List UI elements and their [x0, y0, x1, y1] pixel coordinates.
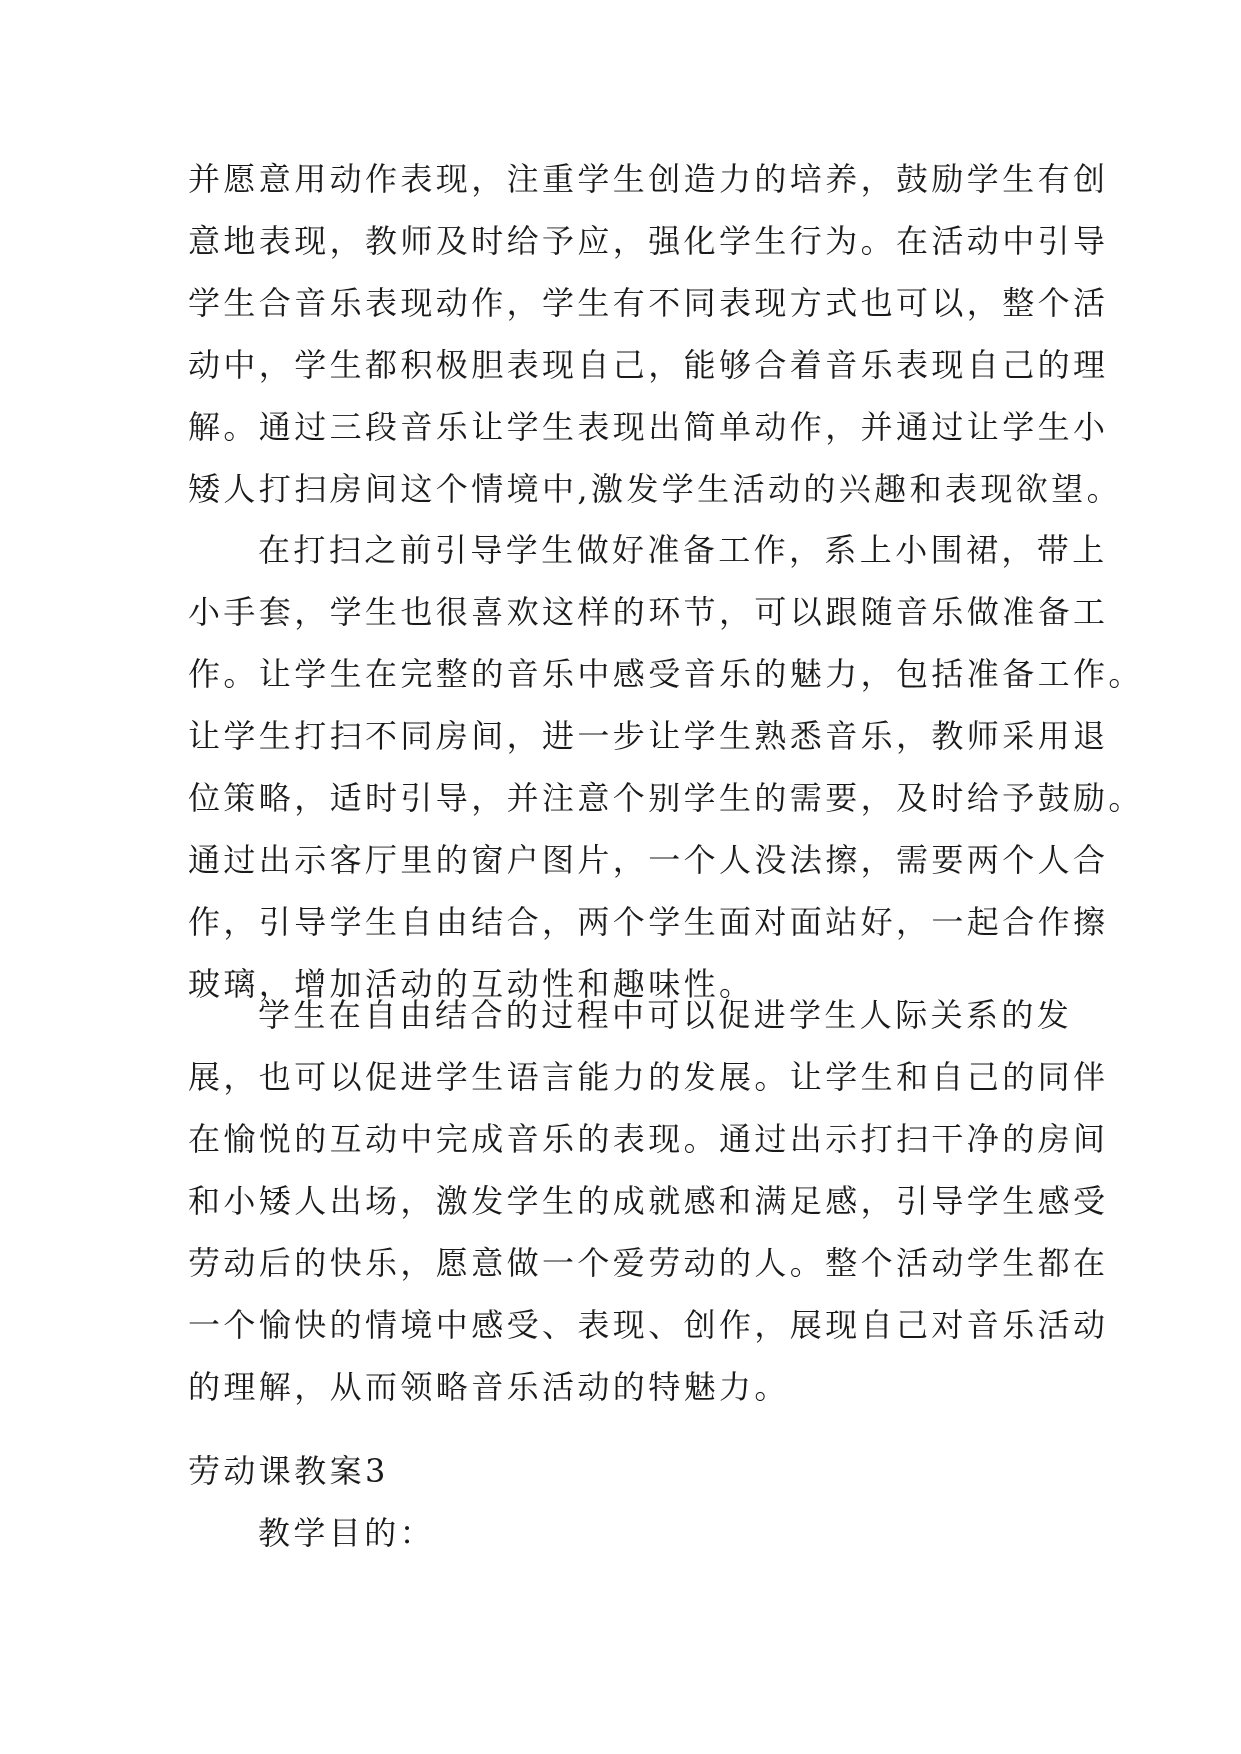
paragraph-line: 学生合音乐表现动作，学生有不同表现方式也可以，整个活 [188, 284, 1109, 322]
paragraph-line: 矮人打扫房间这个情境中,激发学生活动的兴趣和表现欲望。 [188, 470, 1122, 508]
paragraph-line: 和小矮人出场，激发学生的成就感和满足感，引导学生感受 [188, 1182, 1109, 1220]
paragraph-1 [188, 148, 1122, 520]
paragraph-line: 在打扫之前引导学生做好准备工作，系上小围裙，带上 [258, 531, 1108, 569]
paragraph-line: 玻璃，增加活动的互动性和趣味性。 [188, 965, 755, 1003]
section-heading: 劳动课教案3 [188, 1452, 389, 1490]
paragraph-line: 解。通过三段音乐让学生表现出简单动作，并通过让学生小 [188, 408, 1109, 446]
paragraph-line: 劳动后的快乐，愿意做一个爱劳动的人。整个活动学生都在 [188, 1244, 1109, 1282]
paragraph-line: 作。让学生在完整的音乐中感受音乐的魅力，包括准备工作。 [188, 655, 1144, 693]
paragraph-line: 并愿意用动作表现，注重学生创造力的培养，鼓励学生有创 [188, 160, 1109, 198]
paragraph-line: 在愉悦的互动中完成音乐的表现。通过出示打扫干净的房间 [188, 1120, 1109, 1158]
paragraph-line: 小手套，学生也很喜欢这样的环节，可以跟随音乐做准备工 [188, 593, 1109, 631]
paragraph-line: 位策略，适时引导，并注意个别学生的需要，及时给予鼓励。 [188, 779, 1144, 817]
paragraph-line: 作，引导学生自由结合，两个学生面对面站好，一起合作擦 [188, 903, 1109, 941]
paragraph-line: 一个愉快的情境中感受、表现、创作，展现自己对音乐活动 [188, 1306, 1109, 1344]
paragraph-line: 学生在自由结合的过程中可以促进学生人际关系的发 [258, 996, 1073, 1034]
paragraph-line: 的理解，从而领略音乐活动的特魅力。 [188, 1368, 790, 1406]
paragraph-line: 展，也可以促进学生语言能力的发展。让学生和自己的同伴 [188, 1058, 1109, 1096]
paragraph-line: 意地表现，教师及时给予应，强化学生行为。在活动中引导 [188, 222, 1109, 260]
paragraph-3 [188, 984, 1109, 1418]
sub-heading: 教学目的： [258, 1514, 436, 1552]
paragraph-line: 让学生打扫不同房间，进一步让学生熟悉音乐，教师采用退 [188, 717, 1109, 755]
paragraph-line: 动中，学生都积极胆表现自己，能够合着音乐表现自己的理 [188, 346, 1109, 384]
paragraph-line: 通过出示客厅里的窗户图片，一个人没法擦，需要两个人合 [188, 841, 1109, 879]
